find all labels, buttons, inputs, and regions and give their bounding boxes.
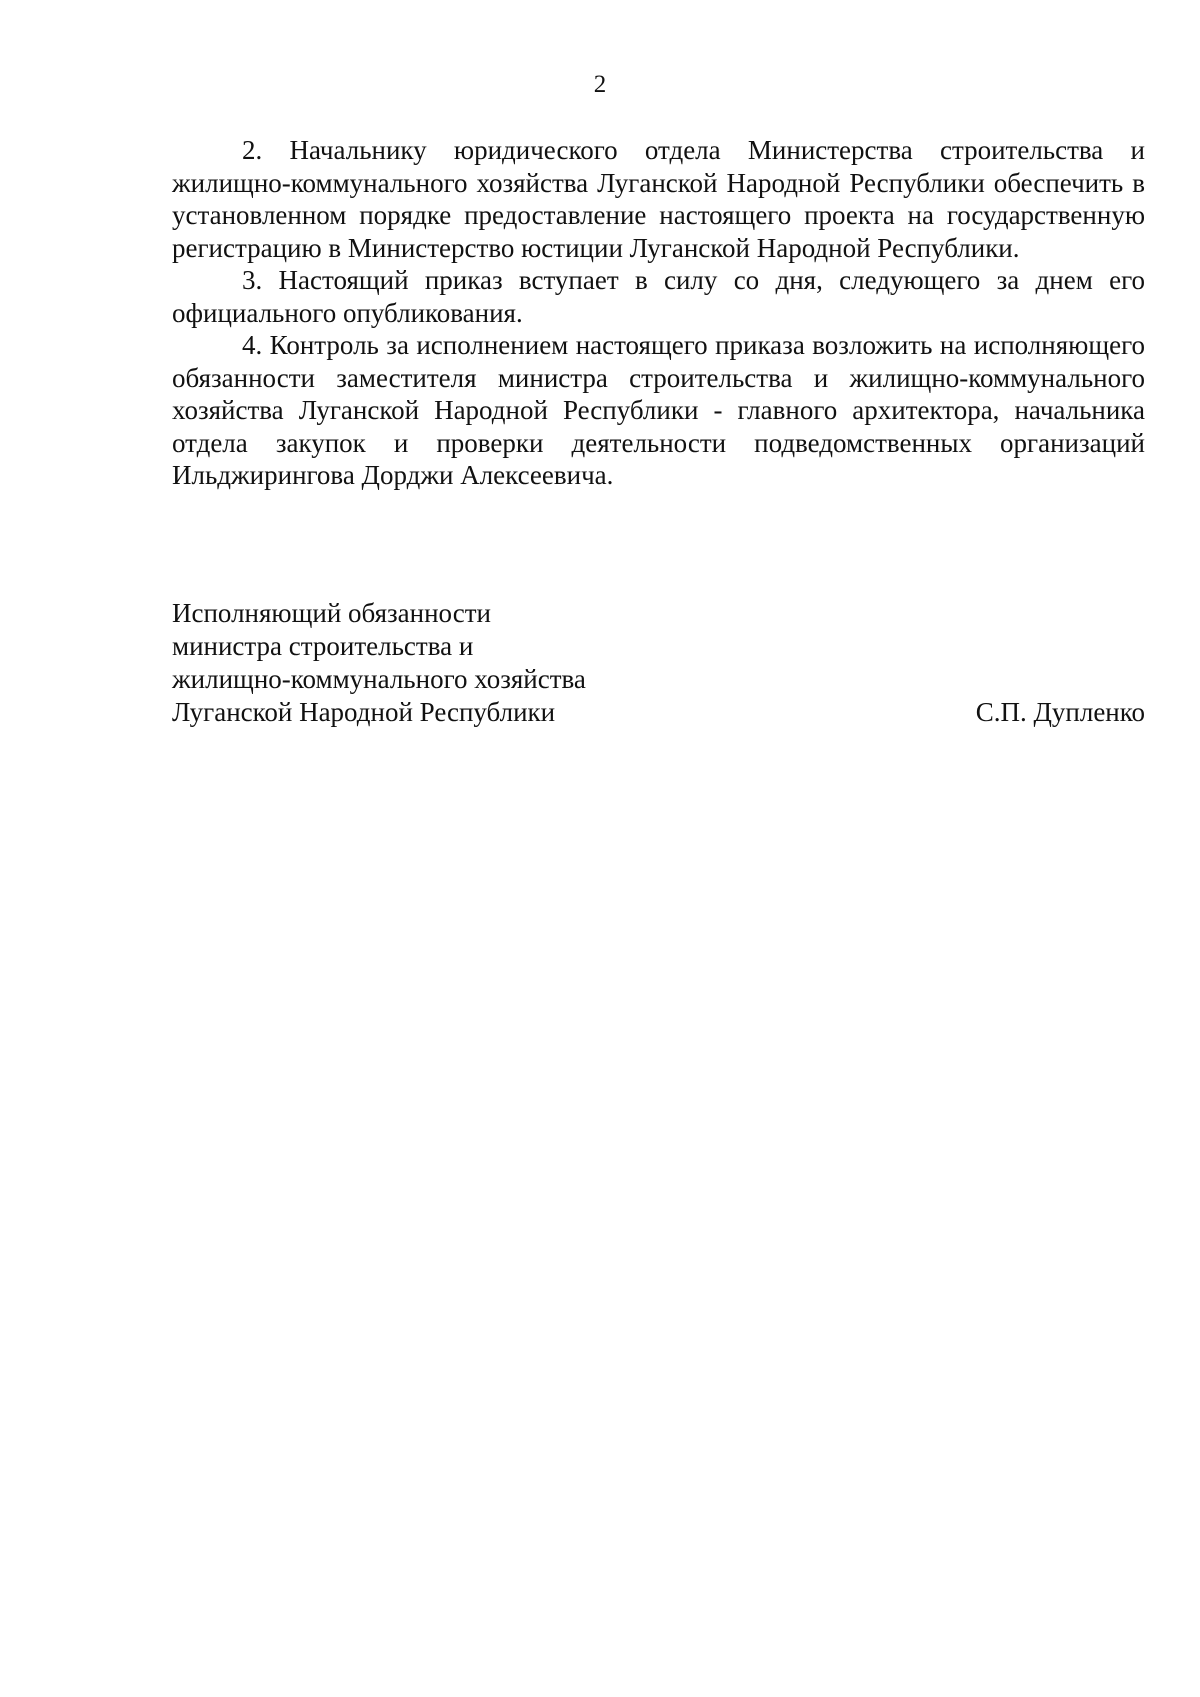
page-number: 2 (593, 71, 607, 98)
signature-final-row (172, 696, 1145, 729)
paragraph-item-4: 4. Контроль за исполнением настоящего приказа возложить на исполняющего обязанности заместителя министра строительства и жилищно-коммунального хозяйства Луганской Народной Республики - главного архитектора, начальника отдела закупок и проверки деятельности подведомственных организаций Ильджирингова Дорджи Алексеевича. (172, 330, 1145, 490)
paragraph-item-3: 3. Настоящий приказ вступает в силу со дня, следующего за днем его официального опубликования. (172, 265, 1145, 328)
signatory-position-line: министра строительства и (172, 631, 474, 661)
signatory-name: С.П. Дупленко (975, 697, 1145, 727)
signature-block (172, 597, 1145, 729)
signatory-position-line: Луганской Народной Республики (172, 697, 556, 727)
order-body (172, 134, 1145, 492)
paragraph-item-2: 2. Начальнику юридического отдела Министерства строительства и жилищно-коммунального хозяйства Луганской Народной Республики обеспечить в установленном порядке предоставление настоящего проекта на государственную регистрацию в Министерство юстиции Луганской Народной Республики. (172, 135, 1145, 263)
signatory-position-line: жилищно-коммунального хозяйства (172, 664, 586, 694)
signatory-position-line: Исполняющий обязанности (172, 598, 491, 628)
